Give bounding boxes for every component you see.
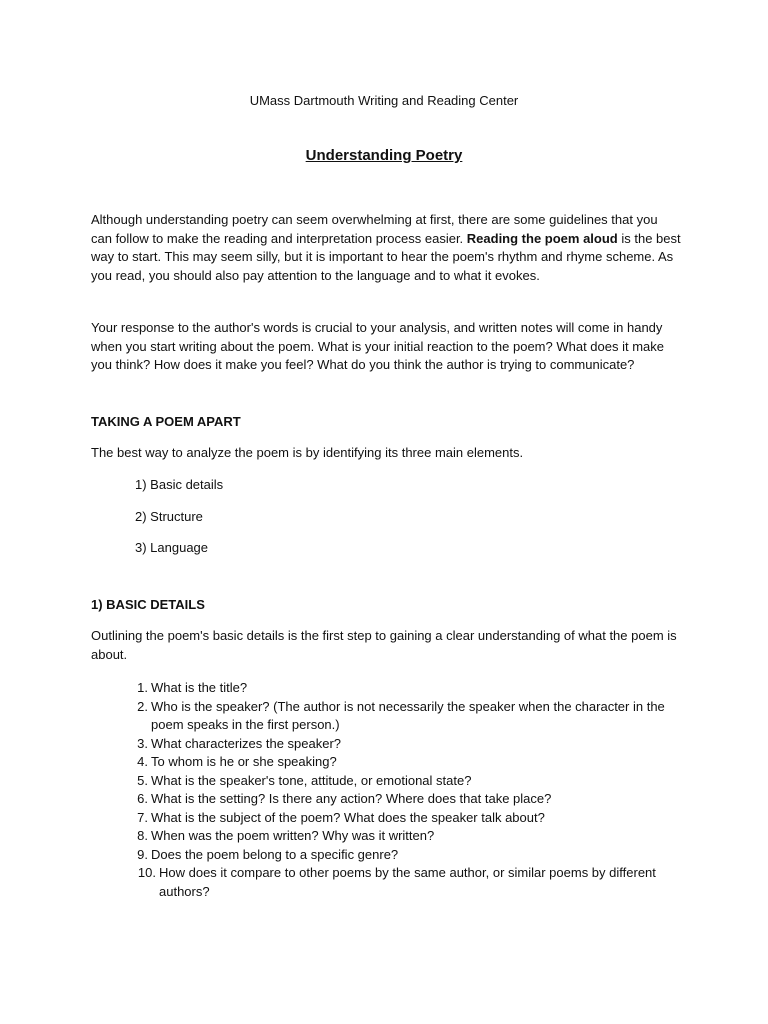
list-item	[91, 753, 691, 772]
list-item-text: When was the poem written? Why was it written?	[151, 828, 435, 843]
list-item-text: Does the poem belong to a specific genre?	[151, 846, 399, 862]
list-item-text: To whom is he or she speaking?	[151, 754, 337, 769]
list-item-text: Who is the speaker? (The author is not necessarily the speaker when the character in the poem speaks in the first person.)	[151, 698, 665, 732]
organization-header: UMass Dartmouth Writing and Reading Center	[249, 93, 519, 108]
list-item-number: 8.	[137, 828, 148, 843]
list-item	[91, 698, 691, 735]
element-item-basic-details: 1) Basic details	[135, 477, 224, 492]
list-item	[91, 679, 691, 698]
list-item	[91, 772, 691, 791]
list-item	[91, 735, 691, 754]
list-item-text: What is the title?	[151, 680, 248, 695]
list-item-number: 2.	[137, 698, 148, 714]
list-item-number: 6.	[137, 791, 148, 806]
taking-apart-text: The best way to analyze the poem is by identifying its three main elements.	[91, 445, 524, 460]
list-item	[91, 864, 691, 901]
list-item-text: What is the speaker's tone, attitude, or emotional state?	[151, 772, 472, 788]
list-item-number: 7.	[137, 809, 148, 825]
list-item-number: 4.	[137, 754, 148, 769]
list-item-number: 10.	[137, 865, 156, 880]
basic-details-text: Outlining the poem's basic details is the first step to gaining a clear understanding of what the poem is about.	[91, 628, 677, 662]
list-item-number: 3.	[137, 735, 148, 751]
section-heading-taking-apart: TAKING A POEM APART	[91, 414, 241, 429]
intro-paragraph-1	[91, 211, 681, 285]
question-list	[91, 679, 691, 901]
list-item-number: 5.	[137, 772, 148, 788]
list-item-text: What characterizes the speaker?	[151, 735, 342, 751]
intro-paragraph-2: Your response to the author's words is crucial to your analysis, and written notes will come in handy when you start writing about the poem. What is your initial reaction to the poem? What does it make you think? How does it make you feel? What do you think the author is trying to communicate?	[91, 320, 665, 372]
element-item-structure: 2) Structure	[135, 509, 203, 524]
list-item-text: How does it compare to other poems by the same author, or similar poems by different authors?	[159, 865, 656, 899]
list-item	[91, 809, 691, 828]
intro-bold-phrase: Reading the poem aloud	[466, 230, 618, 246]
list-item-number: 9.	[137, 846, 148, 862]
element-item-language: 3) Language	[135, 540, 209, 555]
list-item-number: 1.	[137, 680, 148, 695]
intro-text-start: Although understanding poetry can seem overwhelming at first, there are some guidelines that you can follow to make the reading and interpretation process easier.	[91, 212, 658, 246]
list-item	[91, 790, 691, 809]
list-item	[91, 827, 691, 846]
list-item-text: What is the subject of the poem? What does the speaker talk about?	[151, 809, 545, 825]
list-item	[91, 846, 691, 865]
intro-text-end: is the best way to start. This may seem silly, but it is important to hear the poem's rhythm and rhyme scheme. As you read, you should also pay attention to the language and to what it evokes.	[91, 230, 681, 283]
section-heading-basic-details: 1) BASIC DETAILS	[91, 597, 205, 612]
list-item-text: What is the setting? Is there any action? Where does that take place?	[151, 791, 552, 806]
page-title: Understanding Poetry	[305, 147, 463, 164]
